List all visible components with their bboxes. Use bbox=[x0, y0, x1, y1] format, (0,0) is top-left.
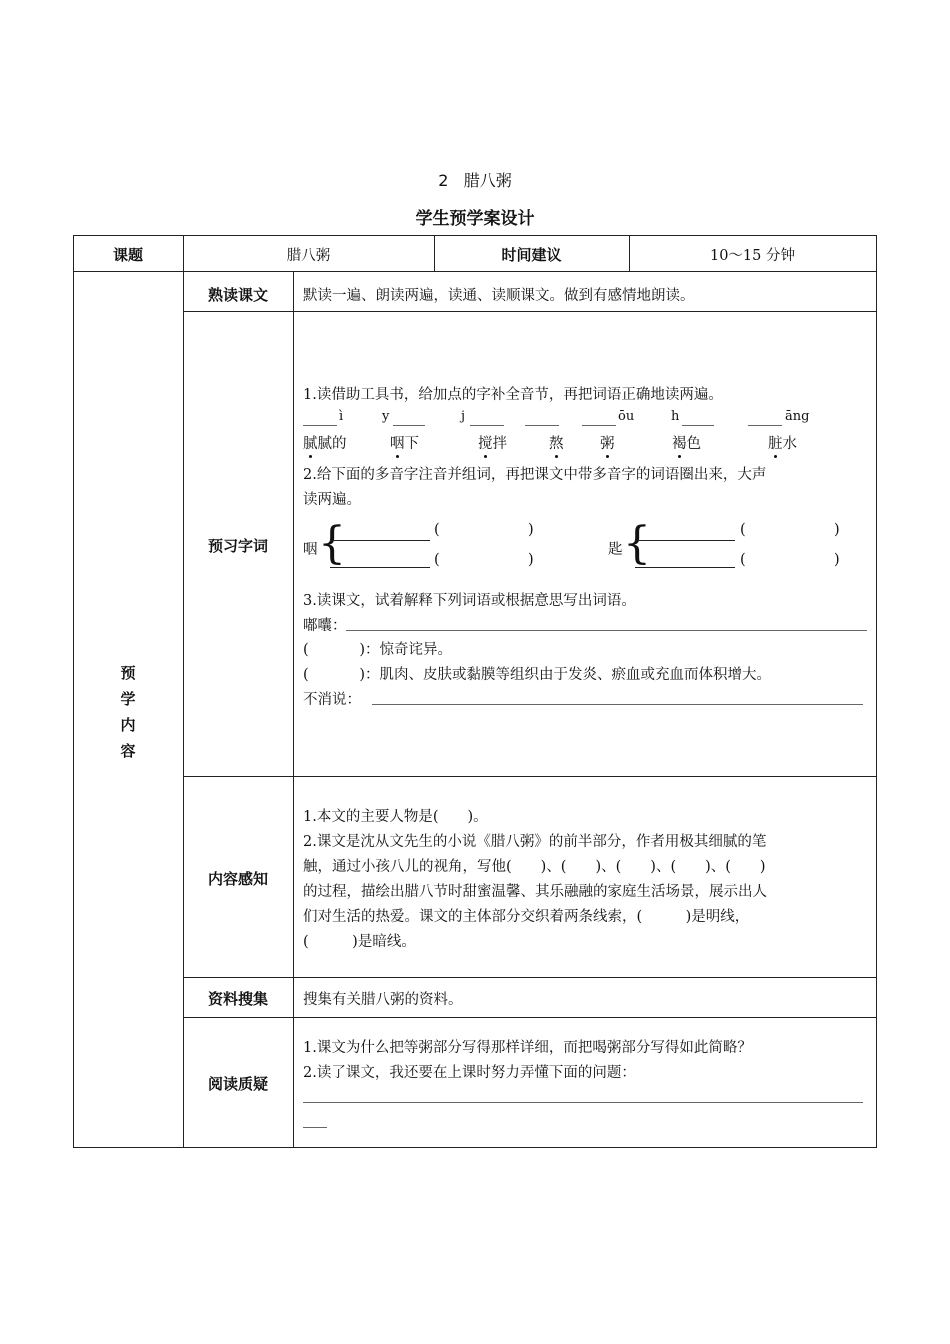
lesson-number: 2 bbox=[438, 171, 449, 190]
topic-value: 腊八粥 bbox=[286, 248, 331, 264]
read-text: 默读一遍、朗读两遍，读通、读顺课文。做到有感情地朗读。 bbox=[303, 288, 695, 304]
pinyin-4: ōu bbox=[618, 409, 635, 424]
label-material: 资料搜集 bbox=[207, 990, 268, 1008]
content-line-4: 的过程，描绘出腊八节时甜蜜温馨、其乐融融的家庭生活场景，展示出人 bbox=[303, 884, 767, 900]
paren-close: ) bbox=[834, 522, 840, 538]
polyphone-chi: 匙 bbox=[608, 542, 623, 558]
pinyin-2: y bbox=[382, 409, 390, 424]
label-words: 预习字词 bbox=[207, 537, 268, 555]
term-buxiaoshuo: 不消说： bbox=[303, 692, 361, 708]
word-ao: 熬 bbox=[549, 432, 564, 453]
time-value: 10～15 分钟 bbox=[709, 248, 795, 264]
label-time: 时间建议 bbox=[501, 246, 562, 264]
term-dunang: 嘟囔： bbox=[303, 618, 347, 634]
content-line-1: 1.本文的主要人物是( )。 bbox=[303, 809, 488, 825]
paren-close: ) bbox=[834, 552, 840, 568]
paren-close: ) bbox=[528, 552, 534, 568]
term-blank-2: ( )：惊奇诧异。 bbox=[303, 642, 453, 658]
word-hese: 褐色 bbox=[672, 432, 701, 453]
brace-icon: { bbox=[623, 518, 651, 569]
doc-subtitle: 学生预学案设计 bbox=[415, 209, 535, 229]
paren-open: ( bbox=[740, 552, 746, 568]
question-line-1: 1.课文为什么把等粥部分写得那样详细，而把喝粥部分写得如此简略？ bbox=[303, 1040, 752, 1056]
word-jiaoban: 搅拌 bbox=[478, 432, 507, 453]
label-topic: 课题 bbox=[112, 246, 143, 264]
word-zhou: 粥 bbox=[600, 432, 615, 453]
words-q3: 3.读课文，试着解释下列词语或根据意思写出词语。 bbox=[303, 593, 636, 609]
label-question: 阅读质疑 bbox=[207, 1075, 268, 1093]
word-yanxia: 咽下 bbox=[390, 432, 419, 453]
pre-study-label: 预 学 内 容 bbox=[120, 664, 136, 760]
pinyin-6: āng bbox=[785, 409, 810, 424]
paren-open: ( bbox=[434, 522, 440, 538]
word-niniede: 腻腻的 bbox=[303, 432, 347, 453]
paren-open: ( bbox=[740, 522, 746, 538]
question-line-2: 2.读了课文，我还要在上课时努力弄懂下面的问题： bbox=[303, 1065, 636, 1081]
content-line-6: ( )是暗线。 bbox=[303, 934, 416, 950]
answer-line[interactable] bbox=[303, 1127, 327, 1128]
polyphone-yan: 咽 bbox=[303, 542, 318, 558]
pinyin-3: j bbox=[461, 409, 466, 424]
word-zangshui: 脏水 bbox=[768, 432, 797, 453]
lesson-heading bbox=[0, 168, 950, 191]
pinyin-1: ì bbox=[339, 409, 344, 424]
lesson-title: 腊八粥 bbox=[463, 171, 512, 190]
content-line-5: 们对生活的热爱。课文的主体部分交织着两条线索，( )是明线， bbox=[303, 909, 750, 925]
content-line-2: 2.课文是沈从文先生的小说《腊八粥》的前半部分，作者用极其细腻的笔 bbox=[303, 834, 767, 850]
brace-icon: { bbox=[318, 518, 346, 569]
label-content: 内容感知 bbox=[207, 870, 268, 888]
pinyin-5: h bbox=[671, 409, 680, 424]
term-blank-3: ( )：肌肉、皮肤或黏膜等组织由于发炎、瘀血或充血而体积增大。 bbox=[303, 667, 772, 683]
words-q2-line1: 2.给下面的多音字注音并组词，再把课文中带多音字的词语圈出来，大声 bbox=[303, 467, 767, 483]
words-q2-line2: 读两遍。 bbox=[303, 492, 361, 508]
paren-open: ( bbox=[434, 552, 440, 568]
label-read: 熟读课文 bbox=[207, 286, 268, 304]
paren-close: ) bbox=[528, 522, 534, 538]
material-text: 搜集有关腊八粥的资料。 bbox=[303, 992, 463, 1008]
words-q1: 1.读借助工具书，给加点的字补全音节，再把词语正确地读两遍。 bbox=[303, 387, 723, 403]
answer-line[interactable] bbox=[303, 1102, 863, 1103]
content-line-3: 触，通过小孩八儿的视角，写他( )、( )、( )、( )、( ) bbox=[303, 859, 766, 875]
